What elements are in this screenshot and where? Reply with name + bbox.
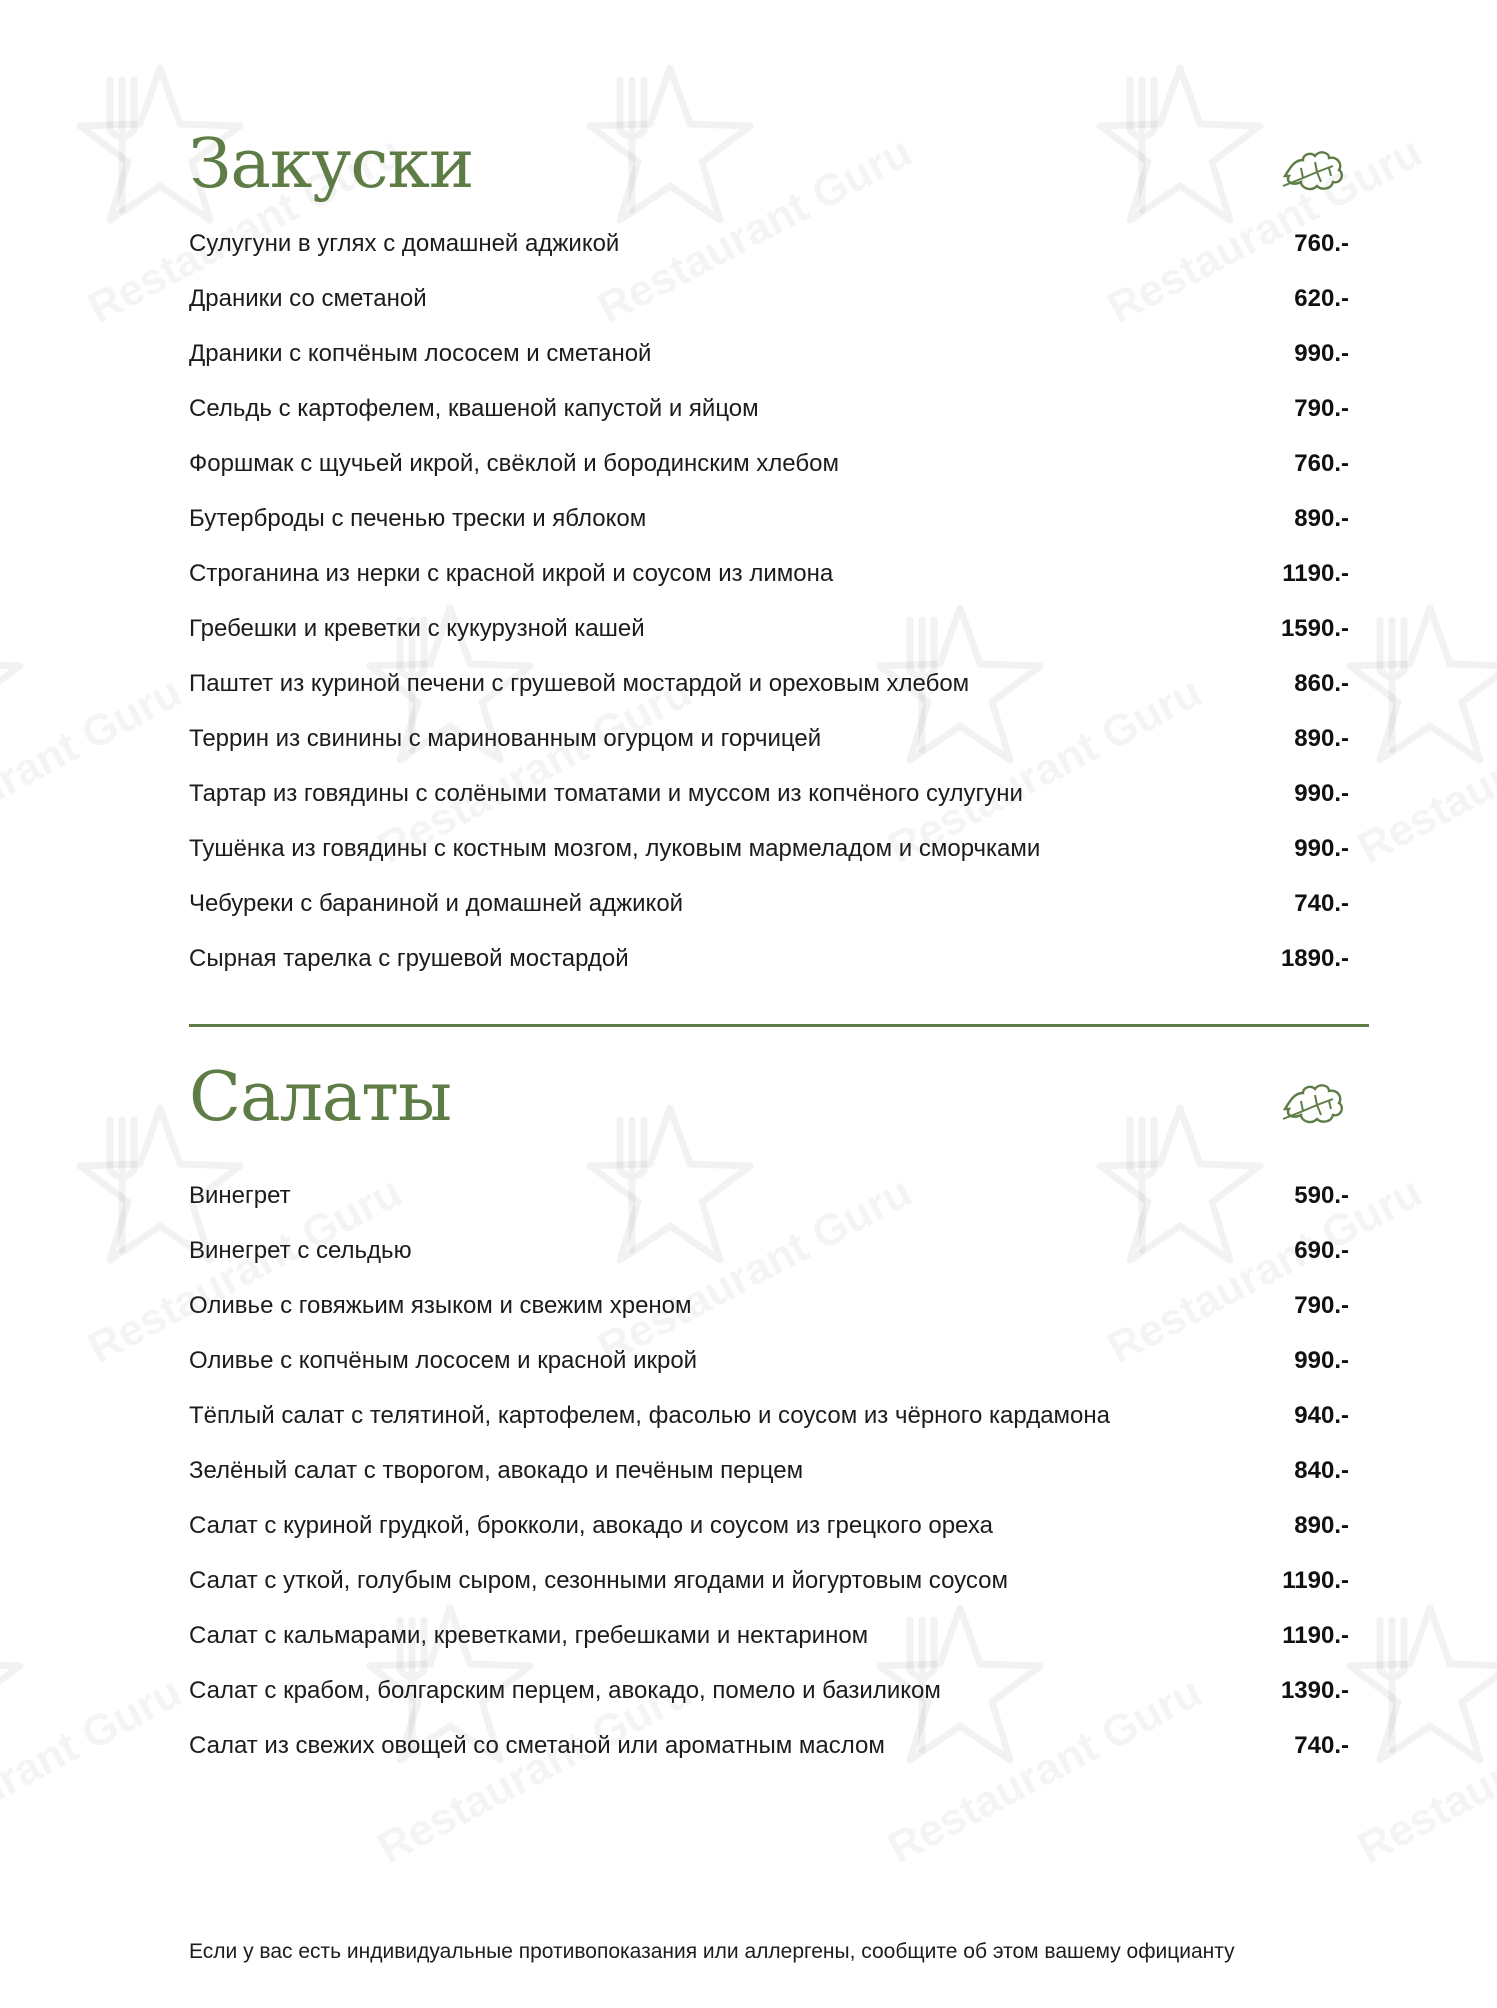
dish-name: Драники с копчёным лососем и сметаной: [189, 339, 652, 367]
menu-item: [189, 436, 1349, 491]
dish-name: Гребешки и креветки с кукурузной кашей: [189, 614, 645, 642]
menu-item: [189, 381, 1349, 436]
dish-price: 590.-: [1294, 1181, 1349, 1209]
dish-name: Оливье с говяжьим языком и свежим хреном: [189, 1291, 692, 1319]
menu-list: [189, 1168, 1349, 1773]
dish-price: 1190.-: [1282, 1566, 1349, 1594]
dish-name: Сырная тарелка с грушевой мостардой: [189, 944, 629, 972]
section-salaty: [189, 1053, 1349, 1759]
dish-name: Форшмак с щучьей икрой, свёклой и бородинским хлебом: [189, 449, 839, 477]
menu-item: [189, 656, 1349, 711]
dish-name: Зелёный салат с творогом, авокадо и печёным перцем: [189, 1456, 804, 1484]
menu-list: [189, 216, 1349, 986]
dish-price: 990.-: [1294, 779, 1349, 807]
dish-name: Тартар из говядины с солёными томатами и муссом из копчёного сулугуни: [189, 779, 1023, 807]
menu-item: [189, 326, 1349, 381]
menu-item: [189, 711, 1349, 766]
menu-item: [189, 1553, 1349, 1608]
dish-price: 1590.-: [1280, 614, 1349, 642]
menu-item: [189, 1278, 1349, 1333]
menu-item: [189, 821, 1349, 876]
dish-name: Тушёнка из говядины с костным мозгом, луковым мармеладом и сморчками: [189, 834, 1041, 862]
section-title: Салаты: [189, 1058, 452, 1137]
section-divider: [189, 1024, 1369, 1027]
dish-price: 860.-: [1294, 669, 1349, 697]
dish-name: Салат из свежих овощей со сметаной или ароматным маслом: [189, 1731, 885, 1759]
menu-item: [189, 1223, 1349, 1278]
menu-item: [189, 216, 1349, 271]
dish-name: Салат с крабом, болгарским перцем, авокадо, помело и базиликом: [189, 1676, 941, 1704]
menu-item: [189, 876, 1349, 931]
dish-price: 1390.-: [1280, 1676, 1349, 1704]
menu-item: [189, 271, 1349, 326]
dish-name: Паштет из куриной печени с грушевой мостардой и ореховым хлебом: [189, 669, 970, 697]
dish-price: 740.-: [1294, 1731, 1349, 1759]
dish-name: Чебуреки с бараниной и домашней аджикой: [189, 889, 684, 917]
dish-price: 790.-: [1294, 1291, 1349, 1319]
dish-price: 790.-: [1294, 394, 1349, 422]
allergen-note: Если у вас есть индивидуальные противопоказания или аллергены, сообщите об этом вашему официанту: [189, 1940, 1235, 1963]
dish-name: Бутерброды с печенью трески и яблоком: [189, 504, 647, 532]
menu-item: [189, 1443, 1349, 1498]
dish-name: Салат с куриной грудкой, брокколи, авокадо и соусом из грецкого ореха: [189, 1511, 993, 1539]
menu-item: [189, 491, 1349, 546]
dish-price: 940.-: [1294, 1401, 1349, 1429]
menu-item: [189, 766, 1349, 821]
section-zakuski: [189, 120, 1349, 972]
dish-name: Драники со сметаной: [189, 284, 427, 312]
dish-price: 1190.-: [1282, 559, 1349, 587]
dish-name: Винегрет с сельдью: [189, 1236, 412, 1264]
menu-item: [189, 1333, 1349, 1388]
dish-price: 760.-: [1294, 449, 1349, 477]
dish-name: Салат с уткой, голубым сыром, сезонными ягодами и йогуртовым соусом: [189, 1566, 1008, 1594]
dish-name: Оливье с копчёным лососем и красной икрой: [189, 1346, 698, 1374]
dish-price: 890.-: [1294, 1511, 1349, 1539]
dish-price: 990.-: [1294, 339, 1349, 367]
dish-name: Салат с кальмарами, креветками, гребешками и нектарином: [189, 1621, 869, 1649]
menu-item: [189, 601, 1349, 656]
oak-leaf-icon: [1281, 1079, 1349, 1129]
dish-name: Строганина из нерки с красной икрой и соусом из лимона: [189, 559, 834, 587]
dish-price: 760.-: [1294, 229, 1349, 257]
dish-price: 890.-: [1294, 504, 1349, 532]
dish-name: Сулугуни в углях с домашней аджикой: [189, 229, 620, 257]
menu-item: [189, 1663, 1349, 1718]
dish-price: 620.-: [1294, 284, 1349, 312]
dish-name: Тёплый салат с телятиной, картофелем, фасолью и соусом из чёрного кардамона: [189, 1401, 1110, 1429]
menu-item: [189, 931, 1349, 986]
section-title: Закуски: [189, 125, 474, 204]
dish-price: 1890.-: [1280, 944, 1349, 972]
menu-item: [189, 1388, 1349, 1443]
dish-price: 840.-: [1294, 1456, 1349, 1484]
dish-name: Сельдь с картофелем, квашеной капустой и яйцом: [189, 394, 759, 422]
dish-price: 990.-: [1294, 834, 1349, 862]
menu-item: [189, 1718, 1349, 1773]
dish-price: 890.-: [1294, 724, 1349, 752]
dish-price: 690.-: [1294, 1236, 1349, 1264]
dish-name: Террин из свинины с маринованным огурцом и горчицей: [189, 724, 822, 752]
menu-item: [189, 1498, 1349, 1553]
dish-price: 990.-: [1294, 1346, 1349, 1374]
oak-leaf-icon: [1281, 146, 1349, 196]
menu-item: [189, 1168, 1349, 1223]
menu-item: [189, 1608, 1349, 1663]
dish-price: 1190.-: [1282, 1621, 1349, 1649]
menu-item: [189, 546, 1349, 601]
dish-price: 740.-: [1294, 889, 1349, 917]
dish-name: Винегрет: [189, 1181, 291, 1209]
